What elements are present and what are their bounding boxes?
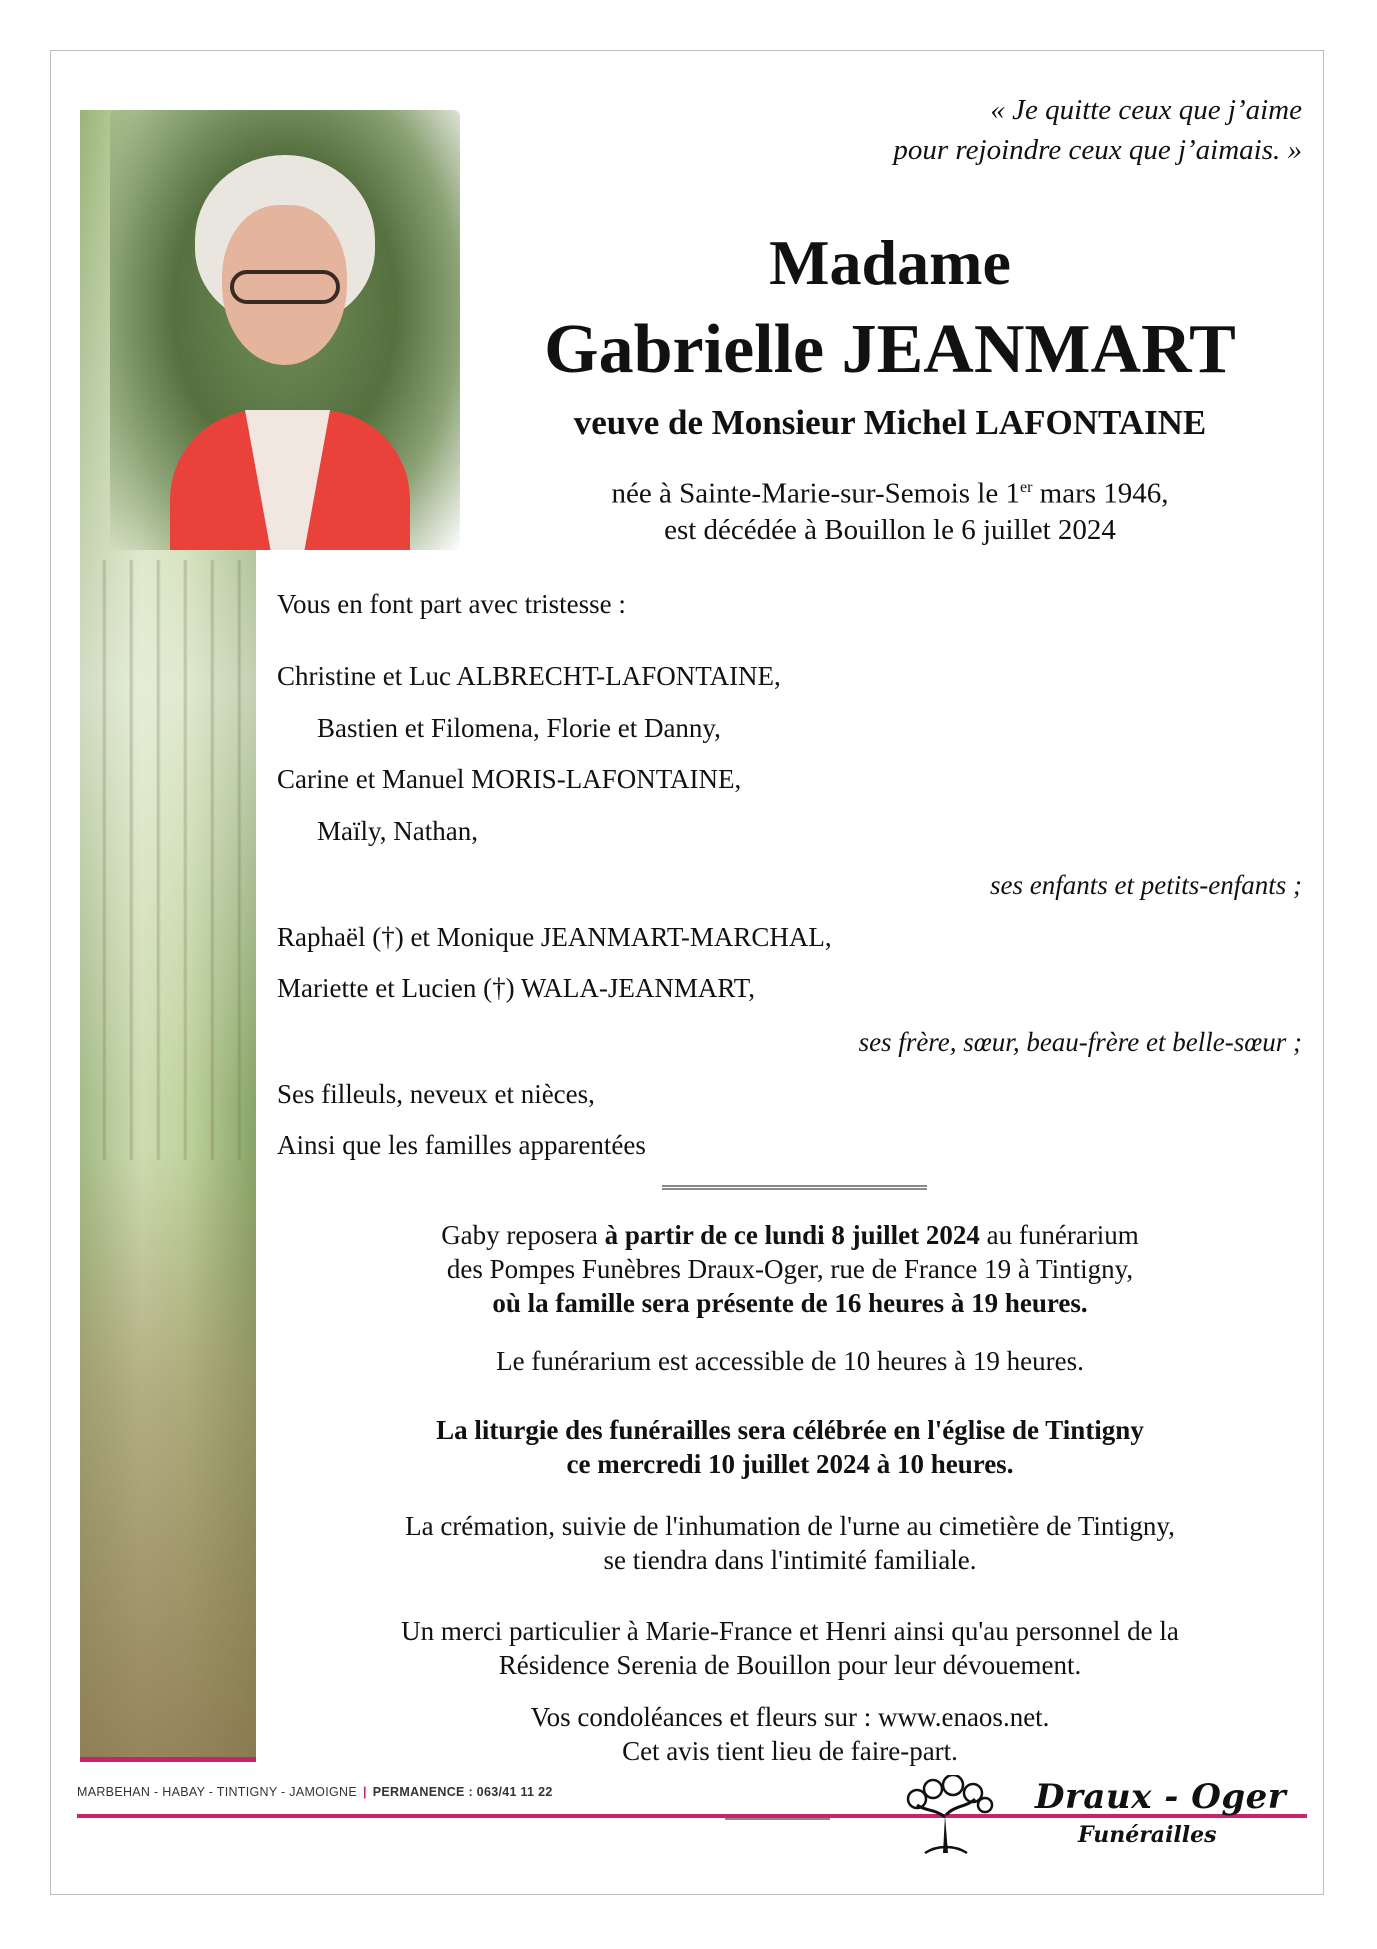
section-divider [662, 1185, 927, 1190]
deceased-name: Gabrielle JEANMART [544, 311, 1236, 388]
thanks-line-1: Un merci particulier à Marie-France et Henri ainsi qu'au personnel de la [401, 1616, 1179, 1646]
visitation-paragraph [290, 1218, 1290, 1320]
cremation-paragraph [290, 1509, 1290, 1577]
announcement-intro: Vous en font part avec tristesse : [277, 589, 626, 619]
portrait-glasses [230, 270, 340, 304]
visitation-line-2: des Pompes Funèbres Draux-Oger, rue de France 19 à Tintigny, [446, 1254, 1134, 1284]
life-dates [470, 470, 1310, 548]
forest-trail-decoration [80, 1150, 256, 1760]
liturgy-line-2: ce mercredi 10 juillet 2024 à 10 heures. [566, 1449, 1014, 1479]
footer-contact [77, 1785, 553, 1799]
footer-locations: MARBEHAN - HABAY - TINTIGNY - JAMOIGNE [77, 1785, 357, 1799]
thanks-paragraph [290, 1614, 1290, 1682]
condolences-line-2: Cet avis tient lieu de faire-part. [622, 1736, 958, 1766]
liturgy-line-1: La liturgie des funérailles sera célébrée en l'église de Tintigny [436, 1415, 1144, 1445]
thanks-line-2: Résidence Serenia de Bouillon pour leur dévouement. [498, 1650, 1082, 1680]
honorific: Madame [769, 227, 1011, 298]
funerarium-hours: Le funérarium est accessible de 10 heures à 19 heures. [496, 1346, 1084, 1376]
epitaph-quote [702, 90, 1302, 170]
family-line-4: Maïly, Nathan, [317, 816, 478, 846]
siblings-line-2: Mariette et Lucien (†) WALA-JEANMART, [277, 973, 755, 1003]
family-line-3: Carine et Manuel MORIS-LAFONTAINE, [277, 764, 742, 794]
death-line: est décédée à Bouillon le 6 juillet 2024 [664, 513, 1116, 546]
brand-name: Draux - Oger [1035, 1777, 1287, 1817]
others-line-1: Ses filleuls, neveux et nièces, [277, 1079, 595, 1109]
quote-line-2: pour rejoindre ceux que j’aimais. » [893, 134, 1302, 166]
children-relation-label: ses enfants et petits-enfants ; [990, 870, 1302, 900]
brand-subtitle: Funérailles [1072, 1822, 1223, 1848]
forest-trees-decoration [80, 560, 256, 1160]
condolences-line-1: Vos condoléances et fleurs sur : www.enaos.net. [530, 1702, 1050, 1732]
quote-line-1: « Je quitte ceux que j’aime [990, 94, 1302, 126]
footer-separator: | [362, 1785, 367, 1799]
siblings-relation-label: ses frère, sœur, beau-frère et belle-sœur ; [858, 1027, 1302, 1057]
spouse-line: veuve de Monsieur Michel LAFONTAINE [573, 403, 1207, 442]
footer-permanence: PERMANENCE : 063/41 11 22 [372, 1785, 553, 1799]
tree-logo-icon [895, 1775, 1000, 1855]
birth-line: née à Sainte-Marie-sur-Semois le 1er mars 1946, [611, 477, 1169, 510]
others-line-2: Ainsi que les familles apparentées [277, 1130, 646, 1160]
cremation-line-1: La crémation, suivie de l'inhumation de l'urne au cimetière de Tintigny, [405, 1511, 1175, 1541]
portrait-photo [110, 110, 460, 550]
forest-photo-accent-bar [80, 1757, 256, 1762]
family-line-2: Bastien et Filomena, Florie et Danny, [317, 713, 721, 743]
visitation-line-1: Gaby reposera à partir de ce lundi 8 juillet 2024 au funérarium [441, 1220, 1139, 1250]
liturgy-paragraph [290, 1413, 1290, 1481]
visitation-line-3: où la famille sera présente de 16 heures à 19 heures. [492, 1288, 1088, 1318]
condolences-paragraph [290, 1700, 1290, 1768]
siblings-line-1: Raphaël (†) et Monique JEANMART-MARCHAL, [277, 922, 832, 952]
cremation-line-2: se tiendra dans l'intimité familiale. [603, 1545, 977, 1575]
family-line-1: Christine et Luc ALBRECHT-LAFONTAINE, [277, 661, 781, 691]
